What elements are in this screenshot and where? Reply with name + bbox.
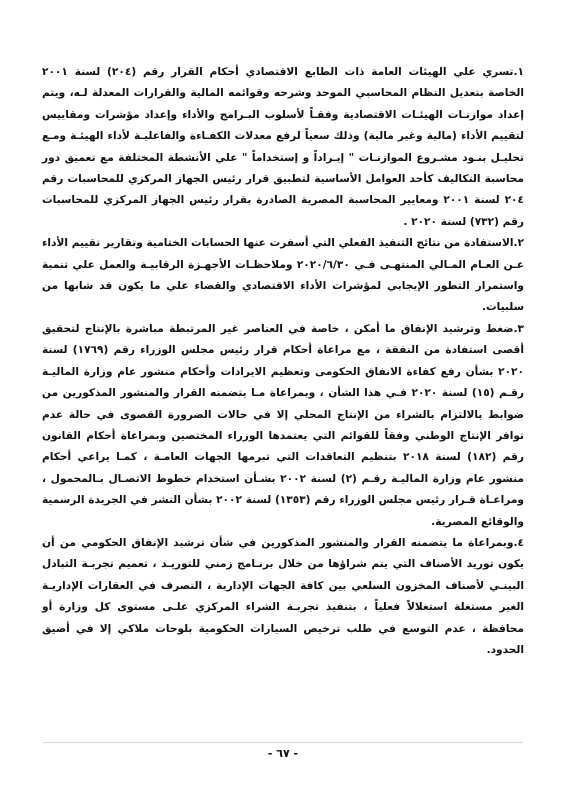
- page-number: - ٦٧ -: [267, 747, 299, 760]
- footer-divider: [43, 742, 523, 743]
- list-item: [42, 233, 524, 319]
- list-item: [42, 533, 524, 661]
- item-number: ٤.: [513, 536, 524, 549]
- list-item: [42, 319, 524, 533]
- item-number: ٣.: [513, 322, 524, 335]
- item-text: وبمراعاة ما يتضمنه القرار والمنشور المذكورين في شأن ترشيد الإنفاق الحكومي من أن يكون توريد الأصناف التي يتم شراؤها من خلال برنـامج زمني للتوريـد ، تعميم تجربـة التبادل البينـي لأصناف المخزون السلعي بين كافة الجهات الإدارية ، التصرف في العقارات الإداريـة الغير مستغلة استغلالاً فعلياً ، بتنفيذ تجربـة الشراء المركزي علـى مستوى كل وزارة أو محافظة ، عدم التوسع في طلب ترخيص السيارات الحكومية بلوحات ملاكي إلا في أضيق الحدود.: [42, 536, 524, 656]
- item-text: تسري علي الهيئات العامة ذات الطابع الاقتصادي أحكام القرار رقم (٢٠٤) لسنة ٢٠٠١ الخاصة بتعديل النظام المحاسبي الموحد وشرحه وقوائمه المالية والقرارات المعدلة لـه، ويتم إعداد موازنـات الهيئـات الاقتصادية وفقـاً لأسلوب البـرامج والأداء وإعداد مؤشرات ومقاييس لتقييم الأداء (مالية وغير مالية) وذلك سعياً لرفع معدلات الكفـاءة والفاعليـة لأداء الهيئـة ومـع تحليـل بنـود مشـروع الموازنـات " إيـراداً و إستخداماً " علي الأنشطة المختلفة مع تعميق دور محاسبة التكاليف كأحد العوامل الأساسية لتطبيق قرار رئيس الجهاز المركزي للمحاسبات رقم ٢٠٤ لسنة ٢٠٠١ ومعايير المحاسبة المصرية الصادرة بقرار رئيس الجهاز المركزي للمحاسبات رقم (٧٣٢) لسنة ٢٠٢٠ .: [42, 66, 524, 228]
- item-text: ضغط وترشيد الإنفاق ما أمكن ، خاصة في العناصر غير المرتبطة مباشرة بالإنتاج لتحقيق أقصى استفادة من النفقة ، مع مراعاة أحكام قرار رئيس مجلس الوزراء رقم (١٧٦٩) لسنة ٢٠٢٠ بشأن رفع كفاءة الانفاق الحكومى وتعظيم الايرادات وأحكام منشور عام وزارة الماليـة رقـم (١٥) لسنة ٢٠٢٠ فـي هذا الشأن ، وبمراعاة مـا يتضمنه القرار والمنشور المذكورين من ضوابط بالالتزام بالشراء من الإنتاج المحلي إلا في حالات الضرورة القصوى في حالة عدم توافر الإنتاج الوطني وفقاً للقوائم التي يعتمدها الوزراء المختصين وبمراعاة أحكام القانون رقم (١٨٢) لسنة ٢٠١٨ بتنظيم التعاقدات التي تبرمها الجهات العامـة ، كمـا يراعي أحكام منشور عام وزارة الماليـة رقـم (٢) لسنة ٢٠٠٢ بشـأن استخدام خطوط الاتصـال بـالمحمول ، ومراعـاة قـرار رئيس مجلس الوزراء رقم (١٣٥٣) لسنة ٢٠٠٢ بشأن النشر في الجريدة الرسمية والوقائع المصرية.: [42, 322, 525, 528]
- item-number: ٢.: [513, 237, 524, 250]
- item-number: ١.: [513, 66, 524, 78]
- page-footer: [0, 742, 566, 760]
- list-item: [42, 62, 524, 233]
- document-page: [42, 62, 524, 661]
- item-text: الاستفادة من نتائج التنفيذ الفعلي التي أسفرت عنها الحسابات الختامية وتقارير تقييم الأداء عـن العـام المـالي المنتهـى فـي ٢٠٢٠/٦/٣٠ وملاحظـات الأجهـزة الرقابيـة والعمل علي تنمية واستمرار التطور الإيجابي لمؤشرات الأداء الاقتصادي والقضاء علي ما يكون قد شابها من سلبيات.: [42, 237, 524, 314]
